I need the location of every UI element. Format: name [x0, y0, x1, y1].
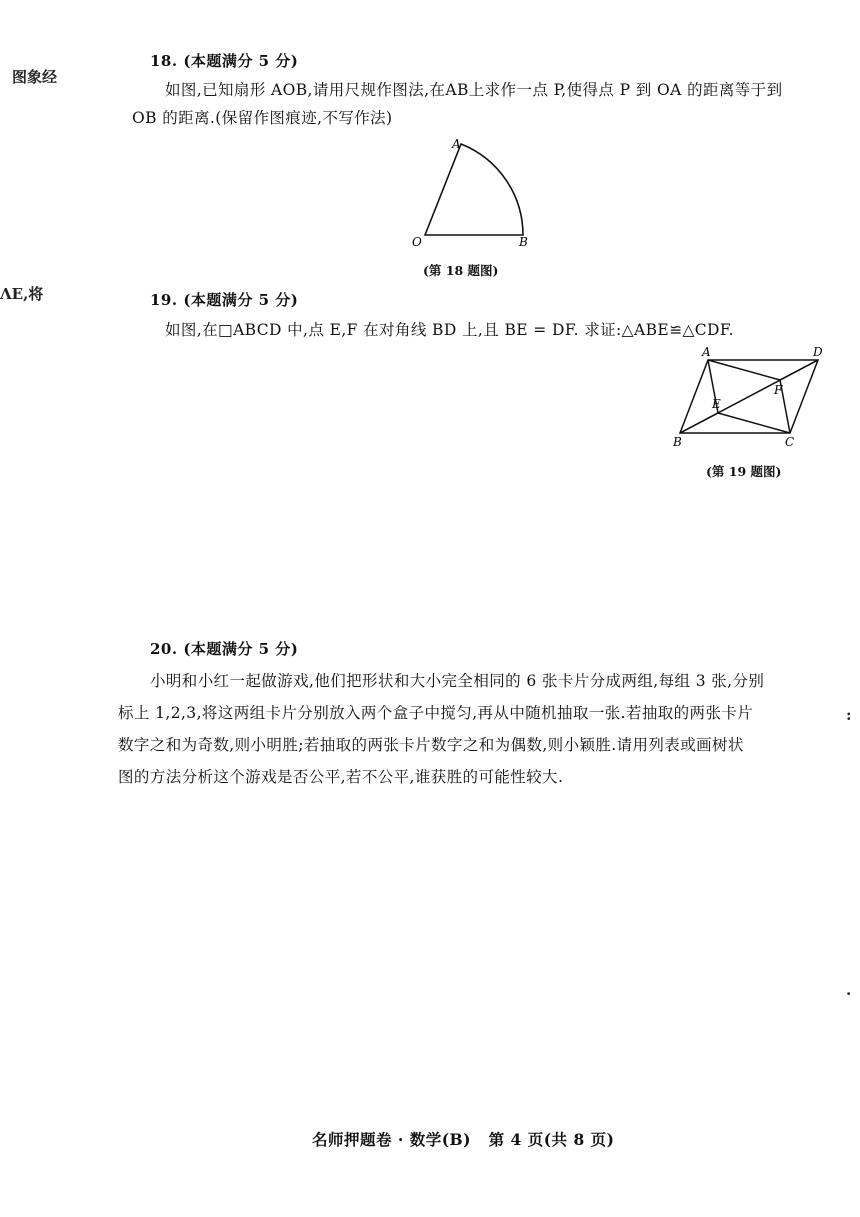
- q20-text-line4: 图的方法分析这个游戏是否公平,若不公平,谁获胜的可能性较大.: [118, 768, 564, 786]
- label-point-f: F: [774, 383, 783, 397]
- q18-figure-caption: (第 18 题图): [423, 263, 499, 278]
- margin-fragment-mid: ΛE,将: [0, 285, 44, 303]
- q20-text-line2: 标上 1,2,3,将这两组卡片分别放入两个盒子中搅匀,再从中随机抽取一张.若抽取的两张卡片: [118, 704, 754, 722]
- margin-fragment-right-2: ·: [846, 985, 852, 1003]
- label-point-b: B: [673, 435, 682, 449]
- label-point-d: D: [813, 345, 823, 359]
- q18-sector-figure: [400, 132, 550, 257]
- q19-title: 19. (本题满分 5 分): [150, 291, 299, 309]
- sector-aob-shape: [425, 144, 523, 235]
- q18-text-line1: 如图,已知扇形 AOB,请用尺规作图法,在AB上求作一点 P,使得点 P 到 OA 的距离等于到: [165, 81, 783, 99]
- page-footer: 名师押题卷 · 数学(B) 第 4 页(共 8 页): [312, 1130, 615, 1149]
- label-point-c: C: [785, 435, 795, 449]
- segment-ce: [718, 413, 790, 433]
- q20-title: 20. (本题满分 5 分): [150, 640, 299, 658]
- q20-text-line1: 小明和小红一起做游戏,他们把形状和大小完全相同的 6 张卡片分成两组,每组 3 张,分别: [150, 672, 765, 690]
- label-point-e: E: [712, 397, 721, 411]
- q19-figure-caption: (第 19 题图): [706, 464, 782, 479]
- q19-parallelogram-figure: [665, 340, 835, 452]
- q18-text-line2: OB 的距离.(保留作图痕迹,不写作法): [132, 109, 393, 127]
- segment-af: [708, 360, 780, 380]
- label-point-o: O: [412, 235, 422, 249]
- q20-text-line3: 数字之和为奇数,则小明胜;若抽取的两张卡片数字之和为偶数,则小颖胜.请用列表或画树状: [118, 736, 744, 754]
- label-point-a: A: [452, 137, 461, 151]
- segment-be: [680, 413, 718, 433]
- segment-df: [780, 360, 818, 380]
- margin-fragment-top: 图象经: [12, 68, 58, 86]
- label-point-b: B: [519, 235, 528, 249]
- q19-text-line1: 如图,在□ABCD 中,点 E,F 在对角线 BD 上,且 BE = DF. 求证:△ABE≌△CDF.: [165, 321, 734, 339]
- q18-title: 18. (本题满分 5 分): [150, 52, 299, 70]
- label-point-a: A: [702, 345, 711, 359]
- margin-fragment-right-1: :: [846, 706, 852, 724]
